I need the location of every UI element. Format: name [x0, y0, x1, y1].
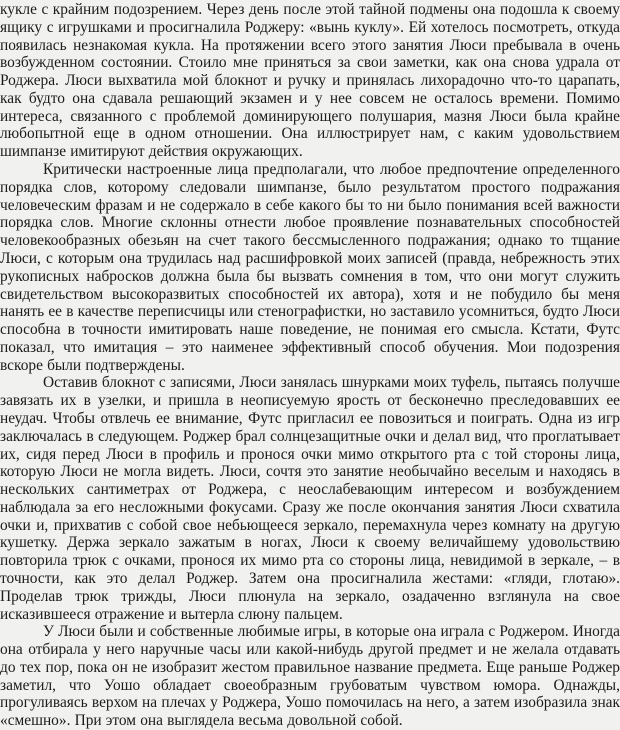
paragraph: Оставив блокнот с записями, Люси занялась шнурками моих туфель, пытаясь получше завязать их в узелки, и пришла в неописуемую ярость от бесконечно преследовавших ее неудач. Чтобы отвлечь ее внимание, Футс пригласил ее повозиться и поиграть. Одна из игр заключалась в следующем. Роджер брал солнцезащитные очки и делал вид, что проглатывает их, сидя перед Люси в профиль и пронося очки мимо открытого рта с той стороны лица, которую Люси не могла видеть. Люси, сочтя это занятие необычайно веселым и находясь в нескольких сантиметрах от Роджера, с неослабевающим интересом и возбуждением наблюдала за его несложными фокусами. Сразу же после окончания занятия Люси схватила очки и, прихватив с собой свое небьющееся зеркало, перемахнула через комнату на другую кушетку. Держа зеркало зажатым в ногах, Люси к своему величайшему удовольствию повторила трюк с очками, пронося их мимо рта со стороны лица, невидимой в зеркале, – в точности, как это делал Роджер. Затем она просигналила жестами: «гляди, глотаю». Проделав трюк трижды, Люси плюнула на зеркало, озадаченно взглянула на свое исказившееся отражение и вытерла слюну пальцем. — [0, 374, 620, 623]
paragraph: У Люси были и собственные любимые игры, в которые она играла с Роджером. Иногда она отбирала у него наручные часы или какой-нибудь другой предмет и не желала отдавать до тех пор, пока он не изобразит жестом правильное название предмета. Еще раньше Роджер заметил, что Уошо обладает своеобразным грубоватым чувством юмора. Однажды, прогуливаясь верхом на плечах у Роджера, Уошо помочилась на него, а затем изобразила знак «смешно». При этом она выглядела весьма довольной собой. — [0, 623, 620, 730]
paragraph: кукле с крайним подозрением. Через день после этой тайной подмены она подошла к своему ящику с игрушками и просигналила Роджеру: «вынь куклу». Ей хотелось посмотреть, откуда появилась незнакомая кукла. На протяжении всего этого занятия Люси пребывала в очень возбужденном состоянии. Стоило мне приняться за свои заметки, как она снова удрала от Роджера. Люси выхватила мой блокнот и ручку и принялась лихорадочно что-то царапать, как будто она сдавала решающий экзамен и у нее совсем не осталось времени. Помимо интереса, связанного с проблемой доминирующего полушария, мазня Люси была крайне любопытной еще в одном отношении. Она иллюстрирует нам, с каким удовольствием шимпанзе имитируют действия окружающих. — [0, 1, 620, 161]
paragraph: Критически настроенные лица предполагали, что любое предпочтение определенного порядка слов, которому следовали шимпанзе, было результатом простого подражания человеческим фразам и не содержало в себе какого бы то ни было понимания всей важности порядка слов. Многие склонны отнести любое проявление познавательных способностей человекообразных обезьян на счет такого бессмысленного подражания; однако то тщание Люси, с которым она трудилась над расшифровкой моих записей (правда, небрежность этих рукописных набросков должна была бы вызвать сомнения в том, что они могут служить свидетельством высокоразвитых способностей их автора), хотя и не побудило бы меня нанять ее в качестве переписчицы или стенографистки, но заставило усомниться, будто Люси способна в точности имитировать наше поведение, не понимая его смысла. Кстати, Футс показал, что имитация – это наименее эффективный способ обучения. Мои подозрения вскоре были подтверждены. — [0, 161, 620, 374]
